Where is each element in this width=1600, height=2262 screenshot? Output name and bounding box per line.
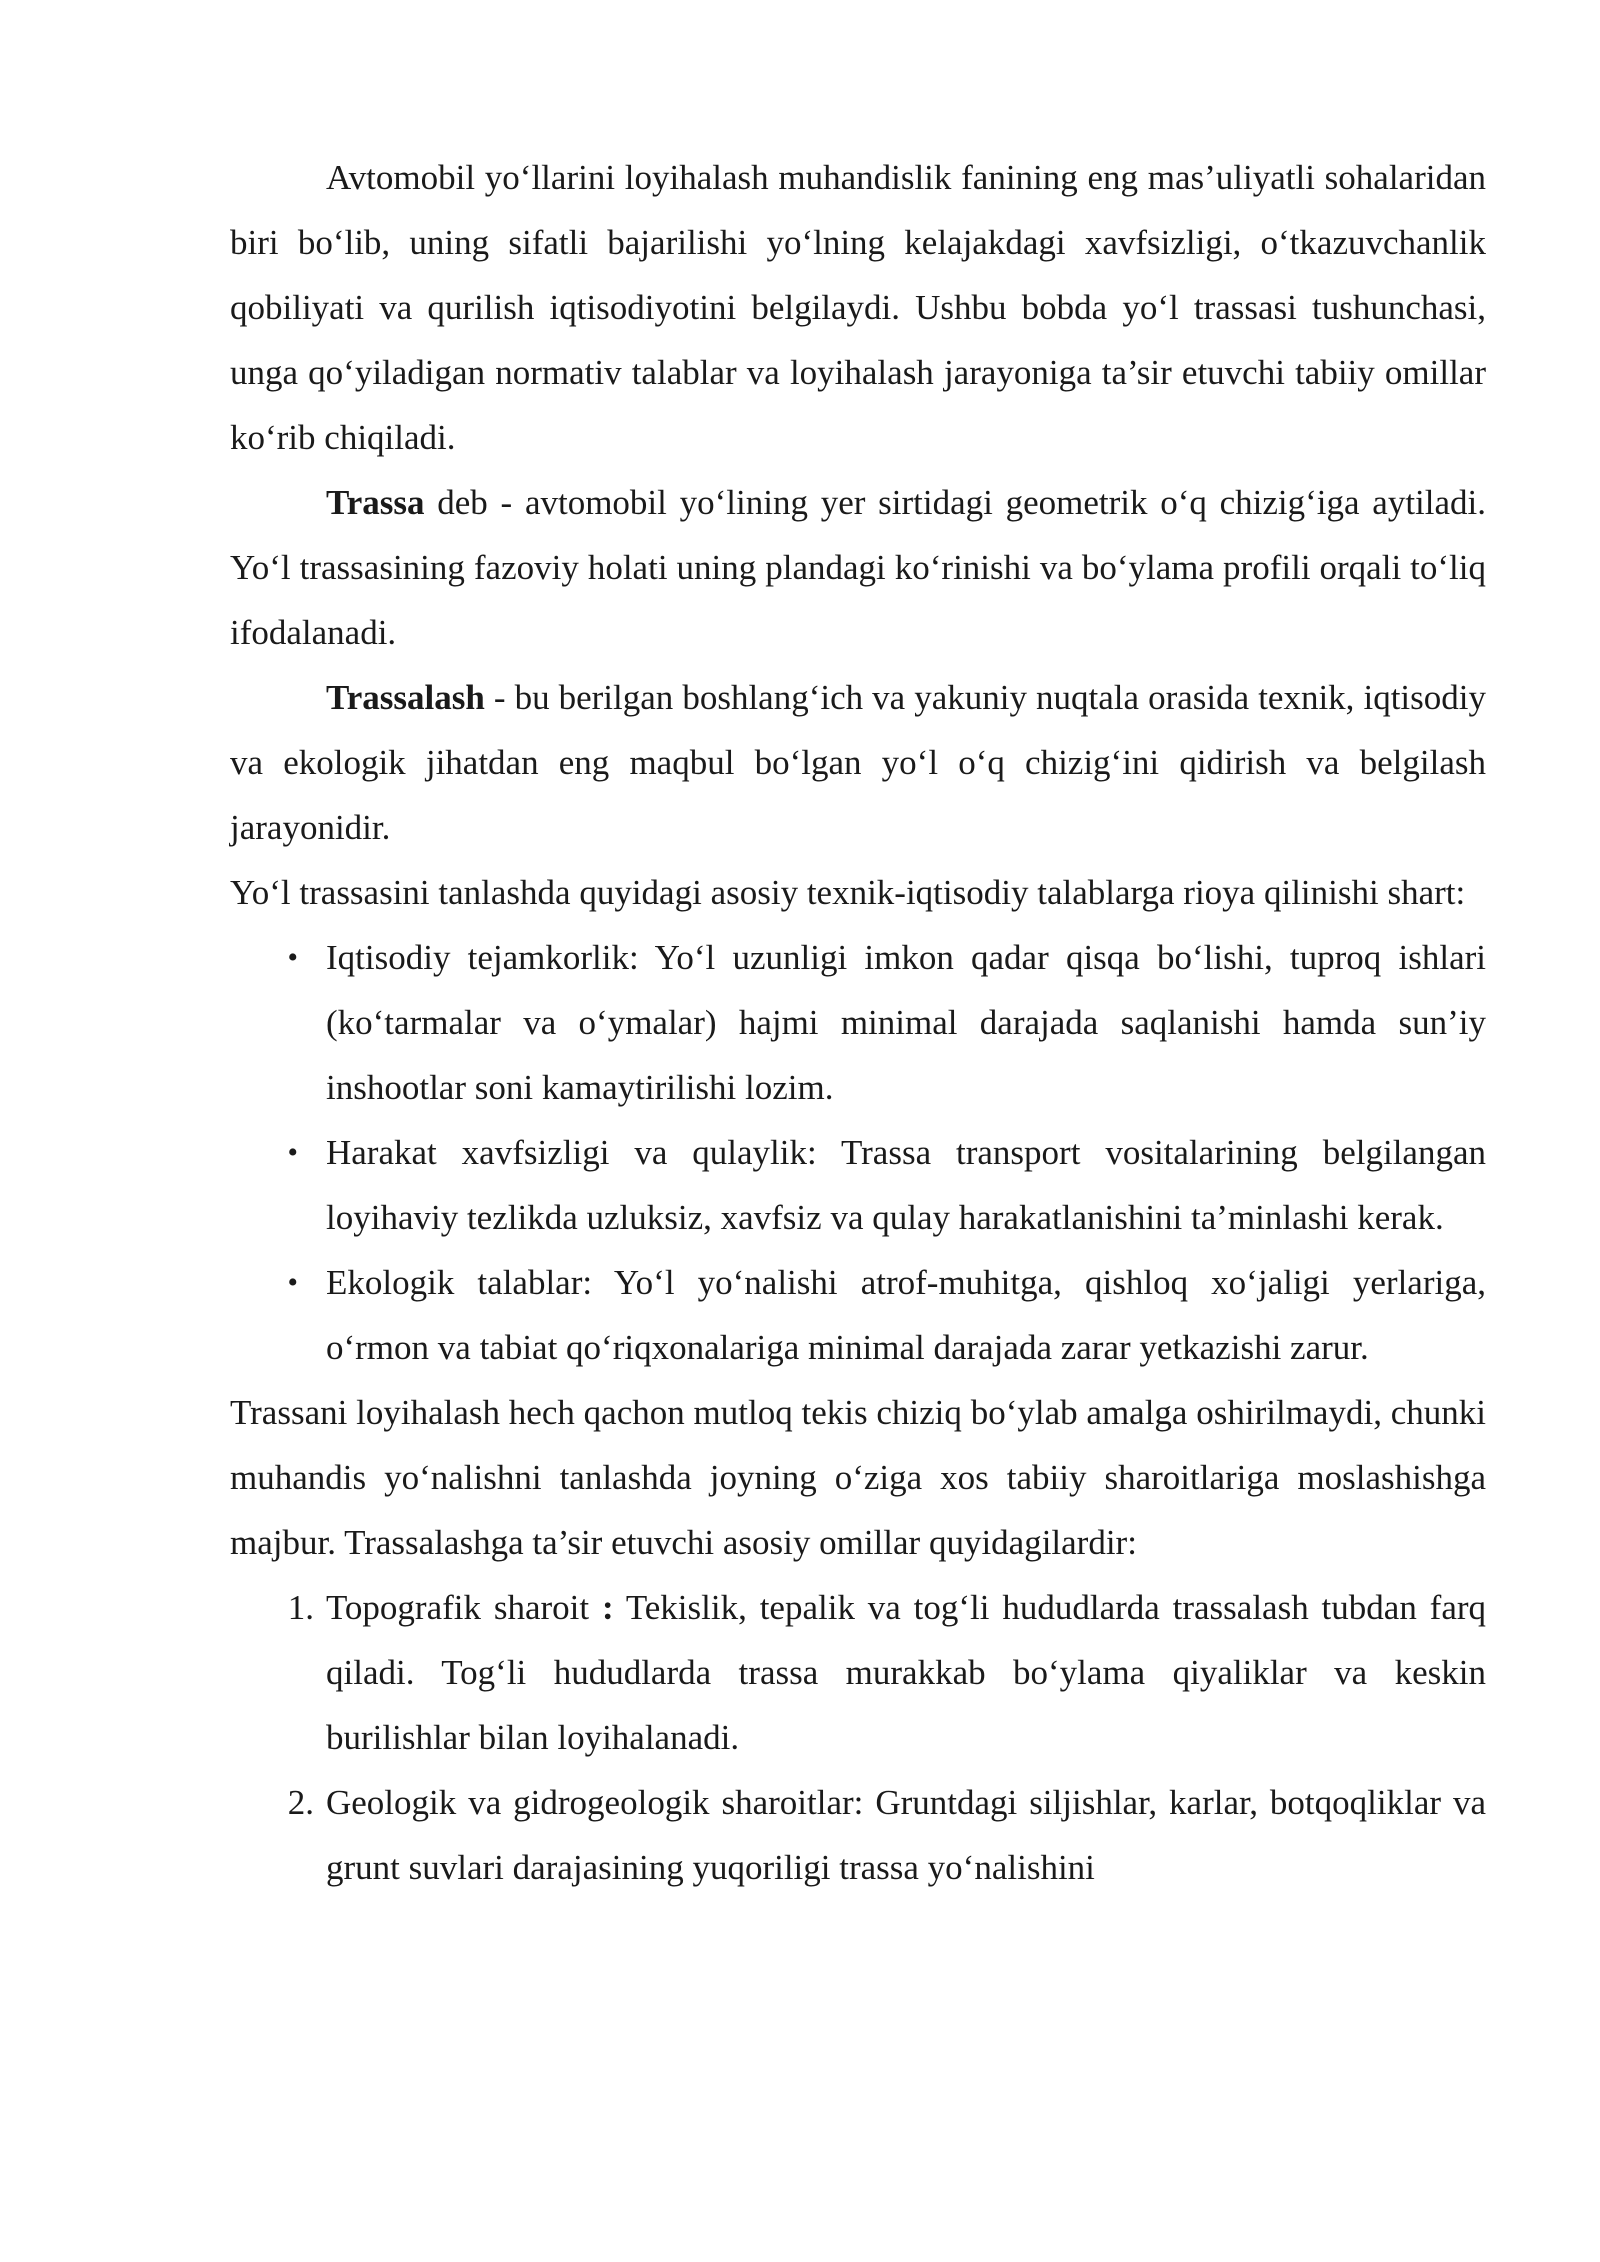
- list-item-text: Iqtisodiy tejamkorlik: Yo‘l uzunligi imkon qadar qisqa bo‘lishi, tuproq ishlari (ko‘tarmalar va o‘ymalar) hajmi minimal darajada saqlanishi hamda sun’iy inshootlar soni kamaytirilishi lozim.: [326, 938, 1486, 1107]
- list-number: 2.: [287, 1783, 314, 1822]
- factors-intro-paragraph: Trassani loyihalash hech qachon mutloq tekis chiziq bo‘ylab amalga oshirilmaydi, chunki muhandis yo‘nalishni tanlashda joyning o‘ziga xos tabiiy sharoitlariga moslashishga majbur. Trassalashga ta’sir etuvchi asosiy omillar quyidagilardir:: [230, 1393, 1486, 1562]
- list-item-text: Ekologik talablar: Yo‘l yo‘nalishi atrof-muhitga, qishloq xo‘jaligi yerlariga, o‘rmon va tabiat qo‘riqxonalariga minimal darajada zarar yetkazishi zarur.: [326, 1263, 1486, 1367]
- list-item: [230, 1770, 1486, 1900]
- trassalash-definition-text: - bu berilgan boshlang‘ich va yakuniy nuqtala orasida texnik, iqtisodiy va ekologik jihatdan eng maqbul bo‘lgan yo‘l o‘q chizig‘ini qidirish va belgilash jarayonidir.: [230, 678, 1486, 847]
- trassalash-term: Trassalash: [326, 678, 485, 717]
- trassa-definition-text: deb - avtomobil yo‘lining yer sirtidagi geometrik o‘q chizig‘iga aytiladi. Yo‘l trassasining fazoviy holati uning plandagi ko‘rinishi va bo‘ylama profili orqali to‘liq ifodalanadi.: [230, 483, 1486, 652]
- requirements-bullet-list: [230, 925, 1486, 1380]
- factor-text: Gruntdagi siljishlar, karlar, botqoqliklar va grunt suvlari darajasining yuqoriligi trassa yo‘nalishini: [326, 1783, 1486, 1887]
- list-item-text: Harakat xavfsizligi va qulaylik: Trassa transport vositalarining belgilangan loyihaviy tezlikda uzluksiz, xavfsiz va qulay harakatlanishini ta’minlashi kerak.: [326, 1133, 1486, 1237]
- list-item: [230, 1575, 1486, 1770]
- list-item: [230, 1120, 1486, 1250]
- factor-title: Topografik sharoit: [326, 1588, 602, 1627]
- bullet-icon: •: [287, 1136, 298, 1169]
- trassa-term: Trassa: [326, 483, 425, 522]
- requirements-intro-paragraph: Yo‘l trassasini tanlashda quyidagi asosiy texnik-iqtisodiy talablarga rioya qilinishi shart:: [230, 873, 1466, 912]
- factor-title: Geologik va gidrogeologik sharoitlar:: [326, 1783, 864, 1822]
- factors-numbered-list: [230, 1575, 1486, 1900]
- list-item: [230, 925, 1486, 1120]
- list-number: 1.: [287, 1588, 314, 1627]
- trassalash-definition-paragraph: [230, 665, 1486, 860]
- factor-text: Tekislik, tepalik va tog‘li hududlarda trassalash tubdan farq qiladi. Tog‘li hududlarda trassa murakkab bo‘ylama qiyaliklar va keskin burilishlar bilan loyihalanadi.: [326, 1588, 1487, 1757]
- trassa-definition-paragraph: [230, 470, 1486, 665]
- factor-colon: :: [601, 1588, 614, 1627]
- list-item: [230, 1250, 1486, 1380]
- bullet-icon: •: [287, 941, 298, 974]
- bullet-icon: •: [287, 1266, 298, 1299]
- intro-paragraph: Avtomobil yo‘llarini loyihalash muhandislik fanining eng mas’uliyatli sohalaridan biri bo‘lib, uning sifatli bajarilishi yo‘lning kelajakdagi xavfsizligi, o‘tkazuvchanlik qobiliyati va qurilish iqtisodiyotini belgilaydi. Ushbu bobda yo‘l trassasi tushunchasi, unga qo‘yiladigan normativ talablar va loyihalash jarayoniga ta’sir etuvchi tabiiy omillar ko‘rib chiqiladi.: [230, 158, 1486, 457]
- document-page: [230, 145, 1486, 1900]
